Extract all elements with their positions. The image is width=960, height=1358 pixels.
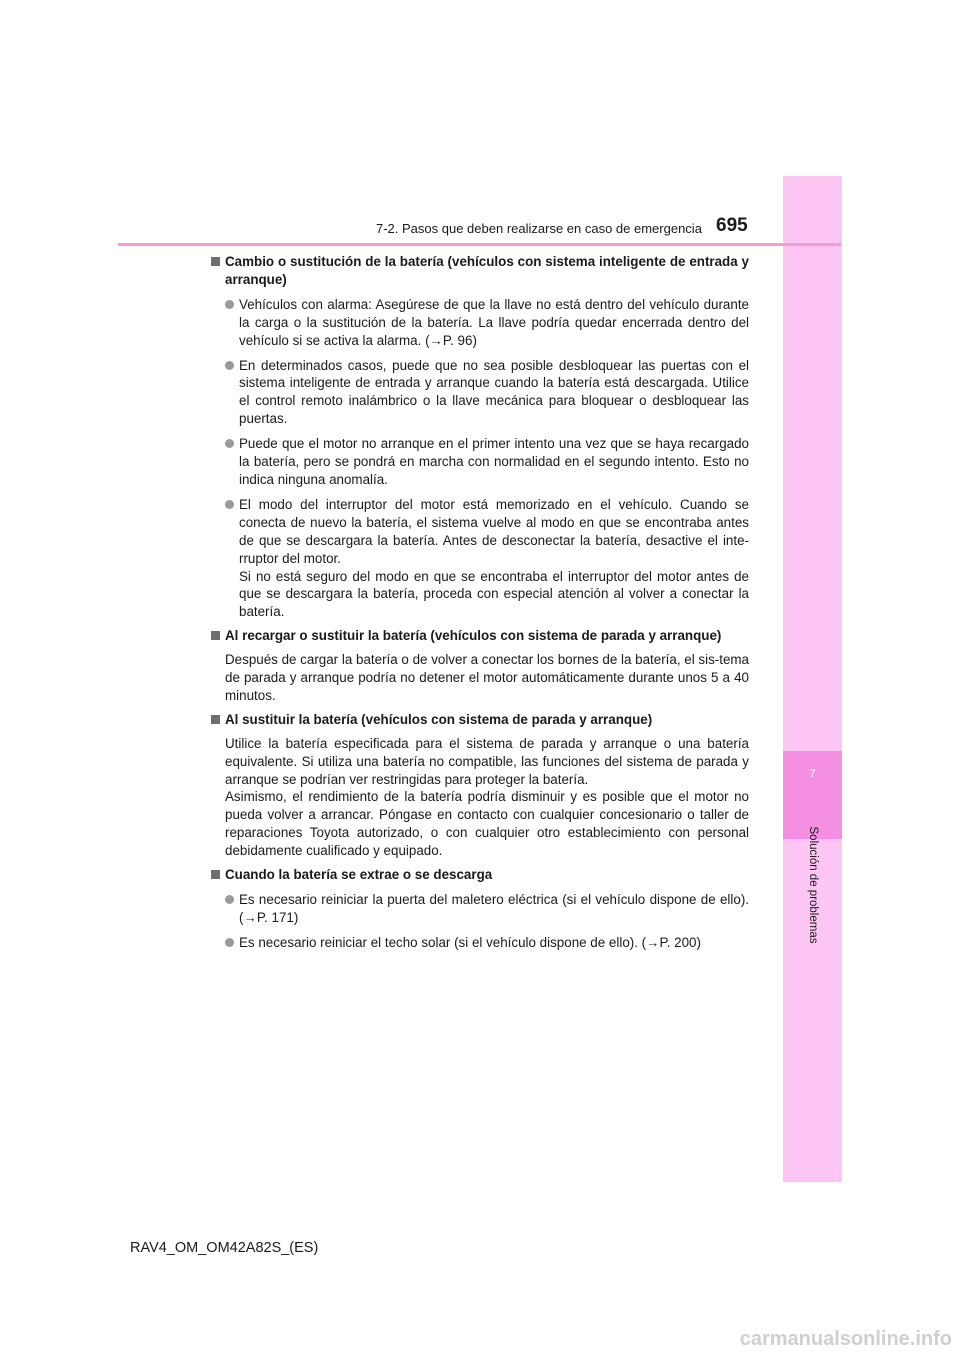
section-heading: Al recargar o sustituir la batería (vehículos con sistema de parada y arranque)	[225, 628, 722, 644]
circle-bullet-icon	[225, 500, 234, 509]
circle-bullet-icon	[225, 895, 234, 904]
list-item-text: El modo del interruptor del motor está memorizado en el vehículo. Cuando se conecta de nuevo la batería, el sistema vuelve al modo en que se encontraba antes de que se descargara la batería. Antes de desconectar la batería, desactive el inte-rruptor del motor.	[239, 496, 749, 566]
section-paragraph	[225, 735, 749, 860]
square-bullet-icon	[211, 631, 220, 640]
chapter-label: Solución de problemas	[806, 826, 819, 944]
circle-bullet-icon	[225, 300, 234, 309]
square-bullet-icon	[211, 715, 220, 724]
page-number: 695	[716, 215, 748, 236]
section-heading: Al sustituir la batería (vehículos con sistema de parada y arranque)	[225, 711, 653, 727]
list-item	[225, 435, 749, 489]
square-bullet-icon	[211, 870, 220, 879]
circle-bullet-icon	[225, 938, 234, 947]
list-item	[225, 357, 749, 429]
section-battery-replacement-smart-entry	[211, 253, 749, 621]
chapter-side-tab	[783, 176, 842, 1182]
section-battery-removed-discharged	[211, 866, 749, 952]
chapter-label-container	[783, 810, 842, 960]
section-paragraph: Después de cargar la batería o de volver a conectar los bornes de la batería, el sis-tema de parada y arranque podría no detener el motor automáticamente durante unos 5 a 40 minutos.	[225, 652, 750, 703]
list-item-text: Puede que el motor no arranque en el primer intento una vez que se haya recargado la batería, pero se pondrá en marcha con normalidad en el segundo intento. Esto no indica ninguna anomalía.	[239, 436, 749, 487]
list-item-text-continued: Si no está seguro del modo en que se encontraba el interruptor del motor antes de que se descargara la batería, proceda con especial atención al volver a conectar la batería.	[239, 568, 749, 620]
header-divider	[118, 243, 841, 246]
list-item-text: Es necesario reiniciar la puerta del maletero eléctrica (si el vehículo dispone de ello). (→P. 171)	[239, 892, 749, 925]
document-code: RAV4_OM_OM42A82S_(ES)	[130, 1240, 319, 1256]
section-heading: Cambio o sustitución de la batería (vehículos con sistema inteligente de entrada y arranque)	[225, 254, 749, 287]
list-item	[225, 934, 749, 952]
section-paragraph-text-continued: Asimismo, el rendimiento de la batería podría disminuir y es posible que el motor no pueda volver a arrancar. Póngase en contacto con cualquier concesionario o taller de reparaciones Toyota autorizado, o con cualquier otro establecimiento con personal debidamente cualificado y equipado.	[225, 789, 749, 859]
page-content	[211, 253, 749, 958]
header-title: 7-2. Pasos que deben realizarse en caso de emergencia	[376, 221, 702, 236]
list-item-text: Es necesario reiniciar el techo solar (si el vehículo dispone de ello). (→P. 200)	[239, 934, 701, 950]
square-bullet-icon	[211, 257, 220, 266]
section-paragraph-text: Utilice la batería especificada para el sistema de parada y arranque o una batería equivalente. Si utiliza una batería no compatible, las funciones del sistema de parada y arranque se podrían ver restringidas para proteger la batería.	[225, 735, 749, 787]
list-item	[225, 296, 749, 350]
chapter-number: 7	[809, 768, 816, 780]
list-item	[225, 891, 749, 927]
section-replace-stop-start	[211, 711, 749, 860]
watermark: carmanualsonline.info	[739, 1328, 952, 1350]
circle-bullet-icon	[225, 361, 234, 370]
section-heading: Cuando la batería se extrae o se descarga	[225, 867, 493, 883]
list-item-text: Vehículos con alarma: Asegúrese de que la llave no está dentro del vehículo durante la carga o la sustitución de la batería. La llave podría quedar encerrada dentro del vehículo si se activa la alarma. (→P. 96)	[239, 296, 749, 348]
section-recharge-stop-start	[211, 627, 749, 705]
list-item	[225, 496, 749, 621]
circle-bullet-icon	[225, 439, 234, 448]
list-item-text: En determinados casos, puede que no sea posible desbloquear las puertas con el sistema inteligente de entrada y arranque cuando la batería está descargada. Utilice el control remoto inalámbrico o la llave mecánica para bloquear o desbloquear las puertas.	[239, 357, 749, 427]
